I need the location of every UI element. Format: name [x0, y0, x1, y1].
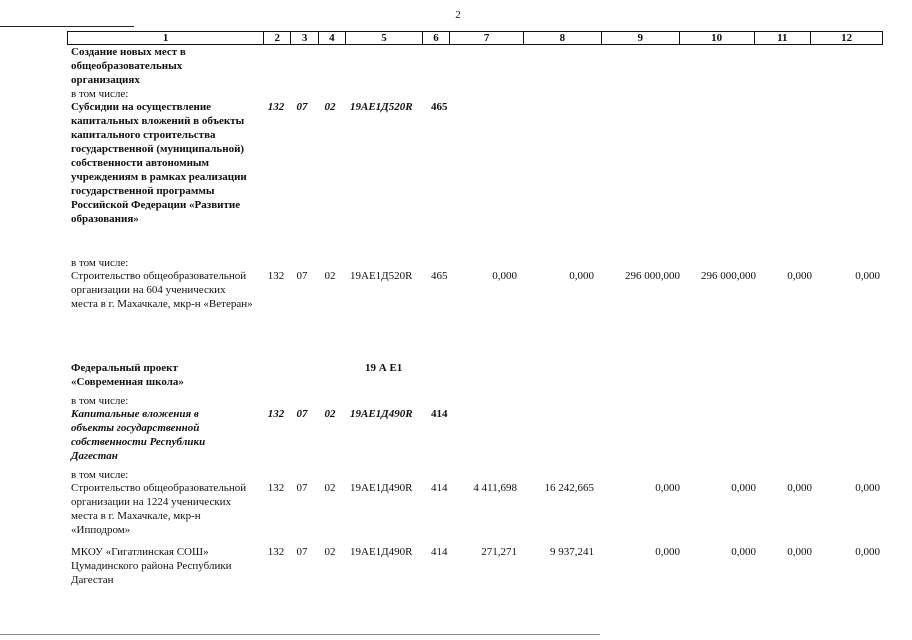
row-cell: 132 [267, 270, 285, 282]
row-cell: 132 [267, 482, 285, 494]
incl-label: в том числе: [71, 88, 129, 100]
col-header-6: 6 [422, 32, 449, 45]
row-cell: 296 000,000 [625, 270, 680, 282]
row-cell: 0,000 [855, 546, 880, 558]
col-header-9: 9 [601, 32, 679, 45]
row-cell: 132 [267, 546, 285, 558]
col-header-8: 8 [524, 32, 602, 45]
code-cell: 132 [267, 408, 285, 420]
col-header-10: 10 [679, 32, 754, 45]
row-cell: 19АЕ1Д490R [350, 546, 413, 558]
incl-label: в том числе: [71, 395, 129, 407]
row-cell: 19АЕ1Д490R [350, 482, 413, 494]
row-cell: 271,271 [481, 546, 517, 558]
top-rule [0, 26, 134, 27]
col-header-1: 1 [68, 32, 264, 45]
column-number-header [67, 31, 883, 45]
project-code: 19 А Е1 [365, 362, 403, 374]
row-cell: 296 000,000 [701, 270, 756, 282]
col-header-5: 5 [346, 32, 423, 45]
row-cell: 0,000 [655, 546, 680, 558]
row-cell: 0,000 [731, 546, 756, 558]
row-cell: 16 242,665 [544, 482, 594, 494]
row-cell: 07 [296, 482, 308, 494]
bottom-rule [0, 634, 600, 635]
section-title: Федеральный проект «Современная школа» [71, 362, 184, 388]
row-cell: 0,000 [492, 270, 517, 282]
row-cell: 0,000 [731, 482, 756, 494]
item-name: МКОУ «Гигатлинская СОШ» Цумадинского района Республики Дагестан [71, 546, 232, 586]
incl-label: в том числе: [71, 257, 129, 269]
row-cell: 414 [431, 482, 448, 494]
row-cell: 19АЕ1Д520R [350, 270, 413, 282]
code-cell: 19АЕ1Д490R [350, 408, 413, 420]
code-cell: 07 [296, 408, 308, 420]
row-cell: 02 [324, 546, 336, 558]
col-header-3: 3 [291, 32, 318, 45]
row-cell: 0,000 [855, 270, 880, 282]
row-cell: 07 [296, 270, 308, 282]
capital-investment-name: Капитальные вложения в объекты государственной собственности Республики Дагестан [71, 408, 206, 462]
section-title: Создание новых мест в общеобразовательных организациях [71, 46, 186, 86]
row-cell: 414 [431, 546, 448, 558]
row-cell: 0,000 [655, 482, 680, 494]
col-header-2: 2 [264, 32, 291, 45]
col-header-7: 7 [450, 32, 524, 45]
item-name: Строительство общеобразовательной организации на 604 ученических места в г. Махачкале, мкр-н «Ветеран» [71, 270, 253, 310]
row-cell: 4 411,698 [473, 482, 517, 494]
item-name: Строительство общеобразовательной организации на 1224 ученических места в г. Махачкале, мкр-н «Ипподром» [71, 482, 247, 536]
code-cell: 07 [296, 101, 308, 113]
code-cell: 132 [267, 101, 285, 113]
row-cell: 0,000 [855, 482, 880, 494]
code-cell: 19АЕ1Д520R [350, 101, 413, 113]
row-cell: 0,000 [787, 270, 812, 282]
row-cell: 02 [324, 482, 336, 494]
row-cell: 9 937,241 [550, 546, 594, 558]
row-cell: 465 [431, 270, 448, 282]
row-cell: 0,000 [787, 482, 812, 494]
col-header-11: 11 [754, 32, 811, 45]
col-header-4: 4 [318, 32, 345, 45]
code-cell: 414 [431, 408, 448, 420]
col-header-12: 12 [811, 32, 883, 45]
row-cell: 0,000 [569, 270, 594, 282]
code-cell: 02 [324, 408, 336, 420]
code-cell: 465 [431, 101, 448, 113]
code-cell: 02 [324, 101, 336, 113]
incl-label: в том числе: [71, 469, 129, 481]
row-cell: 07 [296, 546, 308, 558]
row-cell: 02 [324, 270, 336, 282]
row-cell: 0,000 [787, 546, 812, 558]
page-number: 2 [455, 9, 461, 21]
subsidy-name: Субсидии на осуществление капитальных вложений в объекты капитального строительства государственной (муниципальной) собственности автономным учреждениям в рамках реализации государственной программы Российской Федерации «Развитие образования» [71, 101, 247, 225]
